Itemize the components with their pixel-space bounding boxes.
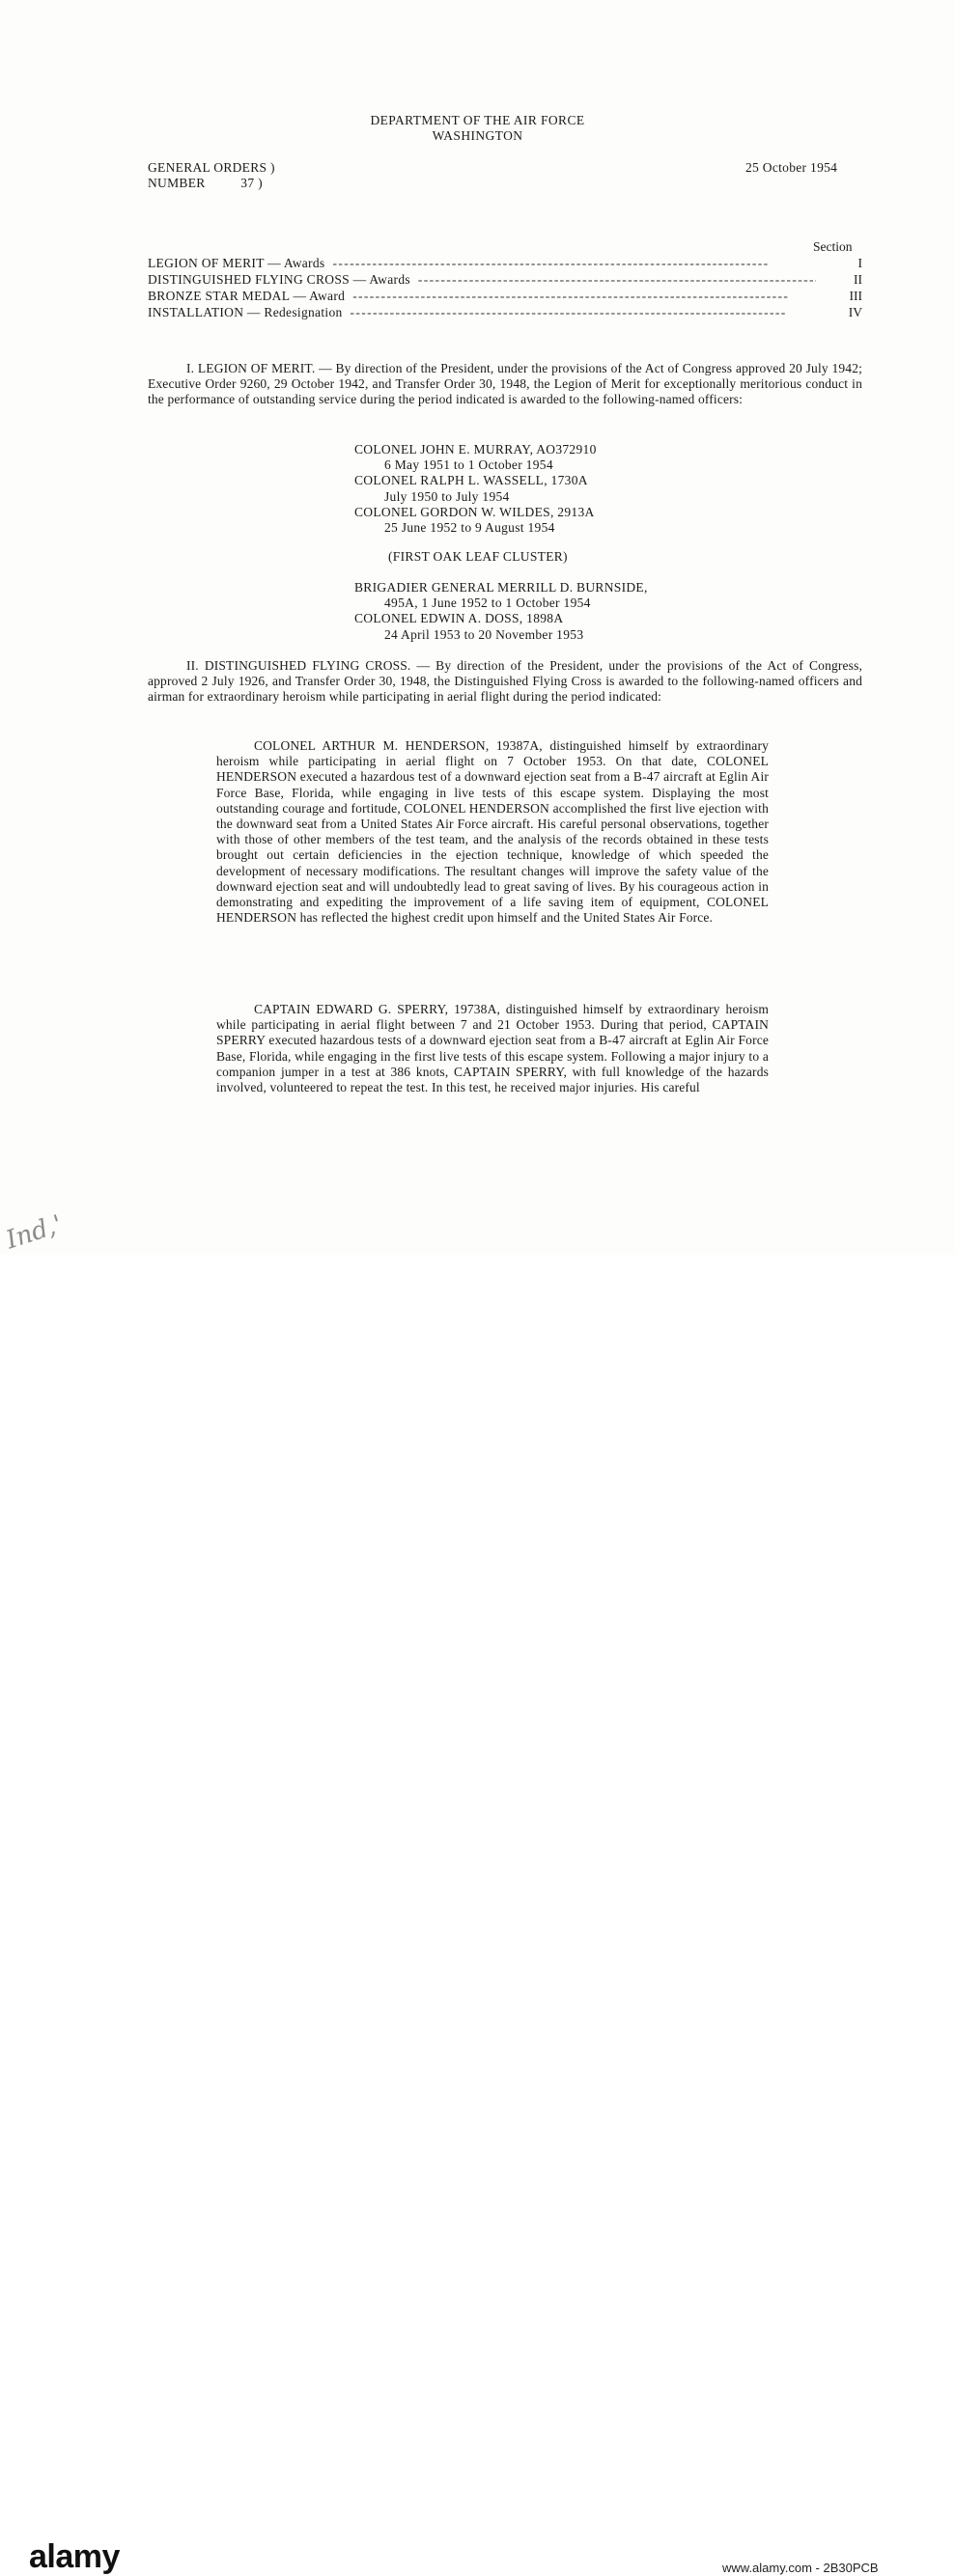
toc-title: INSTALLATION — Redesignation: [148, 305, 343, 319]
citation-sperry: CAPTAIN EDWARD G. SPERRY, 19738A, distinguished himself by extraordinary heroism while participating in aerial flight between 7 and 21 October 1953. During that period, CAPTAIN SPERRY executed hazardous tests of a downward ejection seat from a B-47 aircraft at Eglin Air Force Base, Florida, while engaging in the first live tests of this escape system. Following a major injury to a companion jumper in a test at 386 knots, CAPTAIN SPERRY, with full knowledge of the hazards involved, volunteered to repeat the test. In this test, he received major injuries. His careful: [216, 1002, 769, 1095]
toc-section-number: II: [854, 272, 862, 287]
toc-section-number: I: [857, 256, 862, 270]
service-period: 495A, 1 June 1952 to 1 October 1954: [384, 596, 591, 611]
officer-name: BRIGADIER GENERAL MERRILL D. BURNSIDE,: [354, 580, 648, 595]
toc-leader: [418, 271, 816, 288]
toc-heading: Section: [813, 239, 853, 254]
officer-name: COLONEL EDWIN A. DOSS, 1898A: [354, 611, 564, 626]
table-of-contents: [148, 255, 862, 320]
document-page: [0, 0, 955, 1255]
toc-leader: [332, 255, 816, 271]
toc-row: [148, 255, 862, 271]
citation-henderson: COLONEL ARTHUR M. HENDERSON, 19387A, distinguished himself by extraordinary heroism while participating in aerial flight on 7 October 1953. On that date, COLONEL HENDERSON executed a hazardous test of a downward ejection seat from a B-47 aircraft at Eglin Air Force Base, Florida, while engaging in live tests of this escape system. Displaying the most outstanding courage and fortitude, COLONEL HENDERSON accomplished the first live ejection with the downward seat from a United States Air Force aircraft. His careful personal observations, together with those of other members of the test team, and the analysis of the records obtained in these tests brought out certain deficiencies in the ejection technique, knowledge of which speeded the development of necessary modifications. The resultant changes will improve the safety value of the downward ejection seat and will undoubtedly lead to great saving of lives. By his courageous action in demonstrating and expediting the improvement of a life saving item of equipment, COLONEL HENDERSON has reflected the highest credit upon himself and the United States Air Force.: [216, 738, 769, 926]
service-period: 24 April 1953 to 20 November 1953: [384, 626, 584, 642]
toc-row: [148, 304, 862, 320]
department-title: DEPARTMENT OF THE AIR FORCE: [370, 113, 585, 127]
toc-section-number: IV: [848, 305, 862, 319]
alamy-logo: alamy: [29, 2538, 120, 2575]
toc-section-number: III: [849, 289, 862, 303]
oak-leaf-cluster-heading: (FIRST OAK LEAF CLUSTER): [388, 549, 568, 564]
handwritten-signature: Ind,': [2, 1209, 67, 1256]
section-1-intro: I. LEGION OF MERIT. — By direction of the President, under the provisions of the Act of Congress approved 20 July 1942; Executive Order 9260, 29 October 1942, and Transfer Order 30, 1948, the Legion of Merit for exceptionally meritorious conduct in the performance of outstanding service during the period indicated is awarded to the following-named officers:: [148, 361, 862, 407]
general-orders-block: [148, 160, 275, 191]
officer-name: COLONEL JOHN E. MURRAY, AO372910: [354, 442, 597, 457]
toc-title: DISTINGUISHED FLYING CROSS — Awards: [148, 272, 410, 287]
officer-name: COLONEL RALPH L. WASSELL, 1730A: [354, 473, 588, 488]
service-period: 25 June 1952 to 9 August 1954: [384, 520, 555, 536]
legion-of-merit-recipients: [354, 442, 597, 536]
toc-row: [148, 288, 862, 304]
toc-leader: [351, 304, 816, 320]
toc-leader: [352, 288, 816, 304]
section-2-intro: II. DISTINGUISHED FLYING CROSS. — By direction of the President, under the provisions of the Act of Congress, approved 2 July 1926, and Transfer Order 30, 1948, the Distinguished Flying Cross is awarded to the following-named officers and airman for extraordinary heroism while participating in aerial flight during the period indicated:: [148, 658, 862, 705]
toc-title: BRONZE STAR MEDAL — Award: [148, 289, 346, 303]
service-period: 6 May 1951 to 1 October 1954: [384, 457, 553, 473]
order-date: 25 October 1954: [745, 160, 838, 175]
general-orders-line: GENERAL ORDERS ): [148, 160, 275, 175]
service-period: July 1950 to July 1954: [384, 488, 510, 504]
image-id: www.alamy.com - 2B30PCB: [722, 2561, 879, 2575]
toc-title: LEGION OF MERIT — Awards: [148, 256, 325, 270]
department-city: WASHINGTON: [432, 128, 523, 143]
order-number-line: NUMBER 37 ): [148, 176, 263, 190]
oak-leaf-cluster-recipients: [354, 580, 648, 643]
toc-row: [148, 271, 862, 288]
officer-name: COLONEL GORDON W. WILDES, 2913A: [354, 504, 595, 519]
footer-bar: [0, 1255, 955, 2575]
